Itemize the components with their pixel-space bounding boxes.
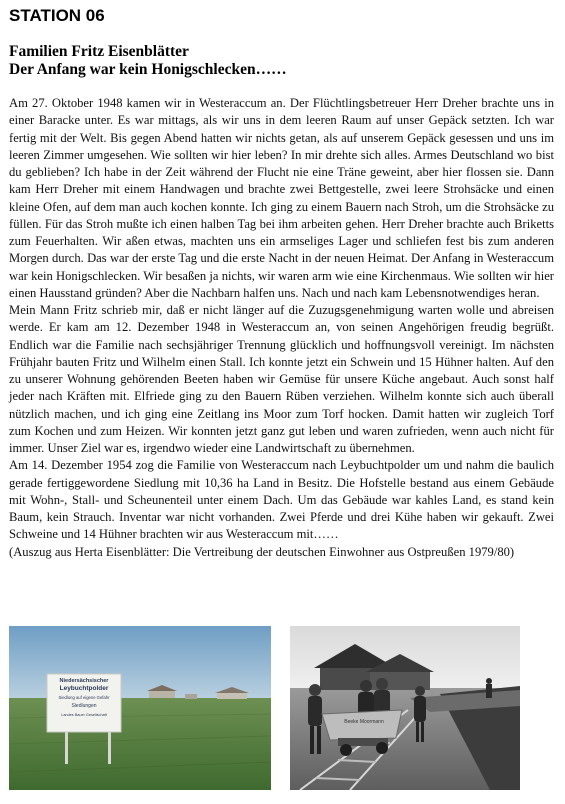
paragraph-3: Am 14. Dezember 1954 zog die Familie von Westeraccum nach Leybuchtpolder um und nahm die baulich gerade fertiggewordene Siedlung mit 10,36 ha Land in Besitz. Die Hofstelle bestand aus einem Gebäude mit Wohn-, Stall- und Scheunenteil unter einem Dach. Um das Gebäude war kahles Land, es stand kein Baum, kein Strauch. Inventar war nicht vorhanden. Zwei Pferde und drei Kühe haben wir gekauft. Zwei Schweine und 14 Hühner brachten wir aus Westeraccum mit…… — [9, 458, 554, 542]
source-citation: (Auszug aus Herta Eisenblätter: Die Vertreibung der deutschen Einwohner aus Ostpreußen 1979/80) — [9, 544, 515, 559]
photo-workers-cart — [290, 626, 520, 790]
body-text — [9, 95, 554, 561]
sign-line-4: Siedlungen — [71, 703, 97, 710]
paragraph-2: Mein Mann Fritz schrieb mir, daß er nicht länger auf die Zuzugsgenehmigung warten wolle und abreisen werde. Er kam am 12. Dezember 1948 in Westeraccum an, von seinen Angehörigen freudig begrüßt. Endlich war die Familie nach sechsjähriger Trennung glücklich und hoffnungsvoll vereinigt. Im nächsten Frühjahr bauten Fritz und Wilhelm einen Stall. Ich konnte jetzt ein Schwein und 15 Hühner halten. Auf den zu unserer Wohnung gehörenden Beeten haben wir Gemüse für unsere Küche angebaut. Auch sonst half jeder nach Kräften mit. Elfriede ging zu den Bauern Rüben verziehen. Wilhelm konnte sich auch überall nützlich machen, und ich ging eine Zeitlang ins Moor zum Torf hocken. Damit hatten wir zugleich Torf zum Kochen und zum Heizen. Wir konnten jetzt ganz gut leben und waren zufrieden, wenn auch nicht für immer. Unser Ziel war es, irgendwo wieder eine Landwirtschaft zu übernehmen. — [9, 303, 554, 455]
sign-line-3: Siedlung auf eigene Gefahr — [58, 694, 110, 700]
document-title — [9, 43, 549, 79]
paragraph-1: Am 27. Oktober 1948 kamen wir in Westeraccum an. Der Flüchtlingsbetreuer Herr Dreher brachte uns in einer Baracke unter. Es war mittags, als wir uns in dem leeren Raum auf unser Gepäck setzten. Ich war fertig mit der Welt. Bis gegen Abend hatten wir nichts getan, als auf unserem Gepäck gesessen und uns im leeren Zimmer umgesehen. Wie sollten wir hier leben? In mir drehte sich alles. Armes Deutschland wo bist du geblieben? Ich habe in der Zeit während der Flucht nie eine Träne geweint, aber hier flossen sie. Dann kam Herr Dreher mit einem Handwagen und brachte zwei Bettgestelle, zwei leere Strohsäcke und einen kleine Ofen, auf dem man auch kochen konnte. Ich ging zu einem Bauern nach Stroh, um die Strohsäcke zu füllen. Für das Stroh mußte ich einen halben Tag bei ihm arbeiten gehen. Herr Dreher brachte auch Briketts zum Feuerhalten. Wir aßen etwas, machten uns ein armseliges Lager und schliefen fest bis zum anderen Morgen durch. Das war der erste Tag und die erste Nacht in der neuen Heimat. Der Anfang in Westeraccum war kein Honigschlecken. Wir besaßen ja nichts, wir waren arm wie eine Kirchenmaus. Wie sollten wir hier einen Hausstand gründen? Aber die Nachbarn halfen uns. Nach und nach kam Lebensnotwendiges heran. — [9, 96, 554, 300]
photo-polder-sign — [9, 626, 271, 790]
sign-line-1: Niedersächsischer — [59, 678, 109, 684]
cart-label: Beeke Moormann — [344, 719, 384, 725]
sign-text — [49, 677, 119, 719]
title-line-2: Der Anfang war kein Honigschlecken…… — [9, 61, 287, 78]
sign-line-2: Leybuchtpolder — [59, 685, 109, 693]
station-heading: STATION 06 — [9, 6, 105, 25]
title-line-1: Familien Fritz Eisenblätter — [9, 43, 189, 60]
sign-line-5: Landes Bauer Gesellschaft — [61, 712, 107, 717]
